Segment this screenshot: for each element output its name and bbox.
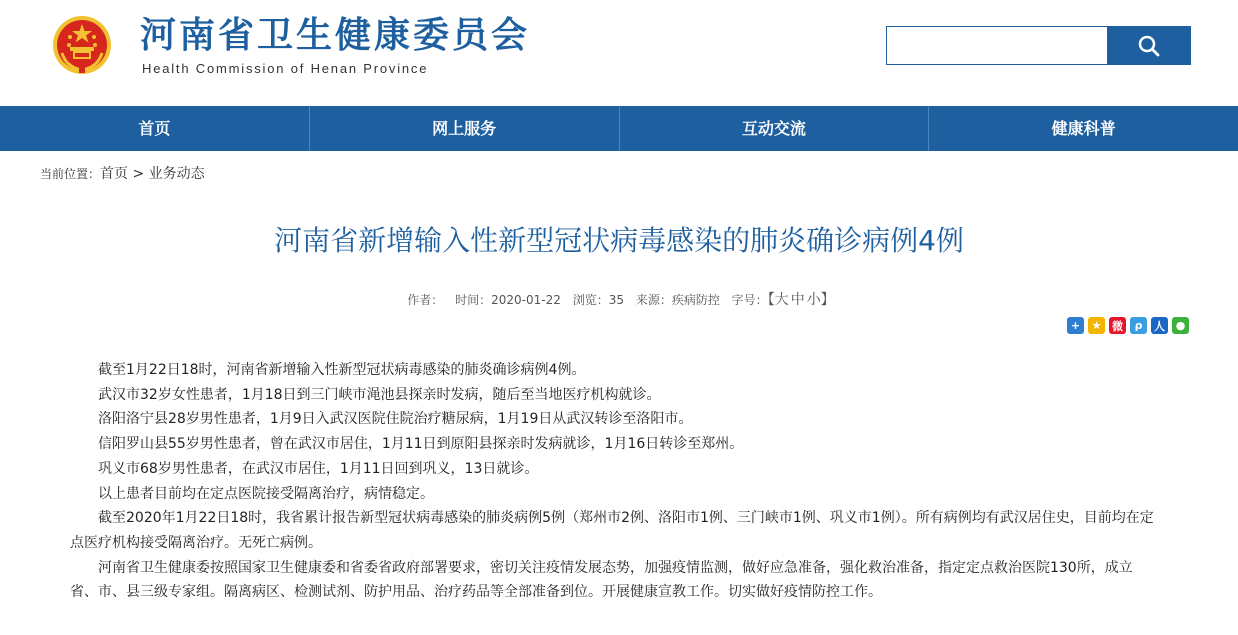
tencent-weibo-icon[interactable]: ρ: [1130, 317, 1147, 334]
main-nav: [0, 106, 1238, 151]
nav-interaction[interactable]: 互动交流: [620, 106, 930, 151]
breadcrumb-separator: >: [128, 166, 149, 182]
header: [0, 0, 1238, 106]
search-input[interactable]: [886, 26, 1108, 65]
nav-online-services[interactable]: 网上服务: [310, 106, 620, 151]
meta-author: 作者：: [407, 293, 444, 307]
meta-source: 来源：疾病防控: [635, 293, 720, 307]
nav-home[interactable]: 首页: [0, 106, 310, 151]
wechat-icon[interactable]: ●: [1172, 317, 1189, 334]
article-paragraph: 信阳罗山县55岁男性患者，曾在武汉市居住，1月11日到原阳县探亲时发病就诊，1月16日转诊至郑州。: [98, 436, 744, 453]
nav-health-science[interactable]: 健康科普: [1051, 119, 1116, 138]
article-paragraph: 巩义市68岁男性患者，在武汉市居住，1月11日回到巩义，13日就诊。: [98, 460, 539, 477]
article-meta: [0, 291, 1238, 309]
font-size-small-button[interactable]: 小】: [806, 292, 835, 308]
font-size-large-button[interactable]: 【大: [767, 292, 789, 308]
meta-fontsize-label: 字号：: [731, 293, 768, 307]
site-subtitle: Health Commission of Henan Province: [142, 61, 429, 76]
share-bar: [1067, 317, 1189, 334]
breadcrumb: [40, 164, 205, 184]
font-size-medium-button[interactable]: 中: [790, 292, 805, 308]
breadcrumb-home-link[interactable]: 首页: [100, 166, 129, 182]
renren-icon[interactable]: 人: [1151, 317, 1168, 334]
article-paragraph: 武汉市32岁女性患者，1月18日到三门峡市渑池县探亲时发病，随后至当地医疗机构就诊。: [98, 386, 661, 403]
weibo-icon[interactable]: 微: [1109, 317, 1126, 334]
article-content: [70, 358, 1160, 605]
breadcrumb-section-link[interactable]: 业务动态: [148, 166, 205, 182]
national-emblem-icon: [52, 15, 112, 75]
search-icon: [1138, 35, 1160, 57]
article-paragraph: 截至1月22日18时，河南省新增输入性新型冠状病毒感染的肺炎确诊病例4例。: [98, 362, 586, 378]
breadcrumb-label: 当前位置：: [40, 167, 101, 181]
article-paragraph: 截至2020年1月22日18时，我省累计报告新型冠状病毒感染的肺炎病例5例（郑州市2例、洛阳市1例、三门峡市1例、巩义市1例）。所有病例均有武汉居住史，目前均在定点医疗机构接受隔离治疗。无死亡病例。: [70, 510, 1154, 551]
article-paragraph: 以上患者目前均在定点医院接受隔离治疗，病情稳定。: [98, 485, 434, 502]
article-paragraph: 河南省卫生健康委按照国家卫生健康委和省委省政府部署要求，密切关注疫情发展态势，加强疫情监测，做好应急准备，强化救治准备，指定定点救治医院130所，成立省、市、县三级专家组。隔离病区、检测试剂、防护用品、治疗药品等全部准备到位。开展健康宣教工作。切实做好疫情防控工作。: [70, 559, 1133, 601]
article-paragraph: 洛阳洛宁县28岁男性患者，1月9日入武汉医院住院治疗糖尿病，1月19日从武汉转诊至洛阳市。: [98, 411, 693, 428]
qzone-icon[interactable]: ★: [1088, 317, 1105, 334]
meta-time: 时间：2020-01-22: [455, 293, 561, 307]
article-title: 河南省新增输入性新型冠状病毒感染的肺炎确诊病例4例: [274, 224, 964, 257]
plus-share-icon[interactable]: +: [1067, 317, 1084, 334]
site-title: 河南省卫生健康委员会: [140, 15, 531, 56]
meta-views: 浏览：35: [572, 293, 624, 307]
search-button[interactable]: [1107, 26, 1191, 65]
